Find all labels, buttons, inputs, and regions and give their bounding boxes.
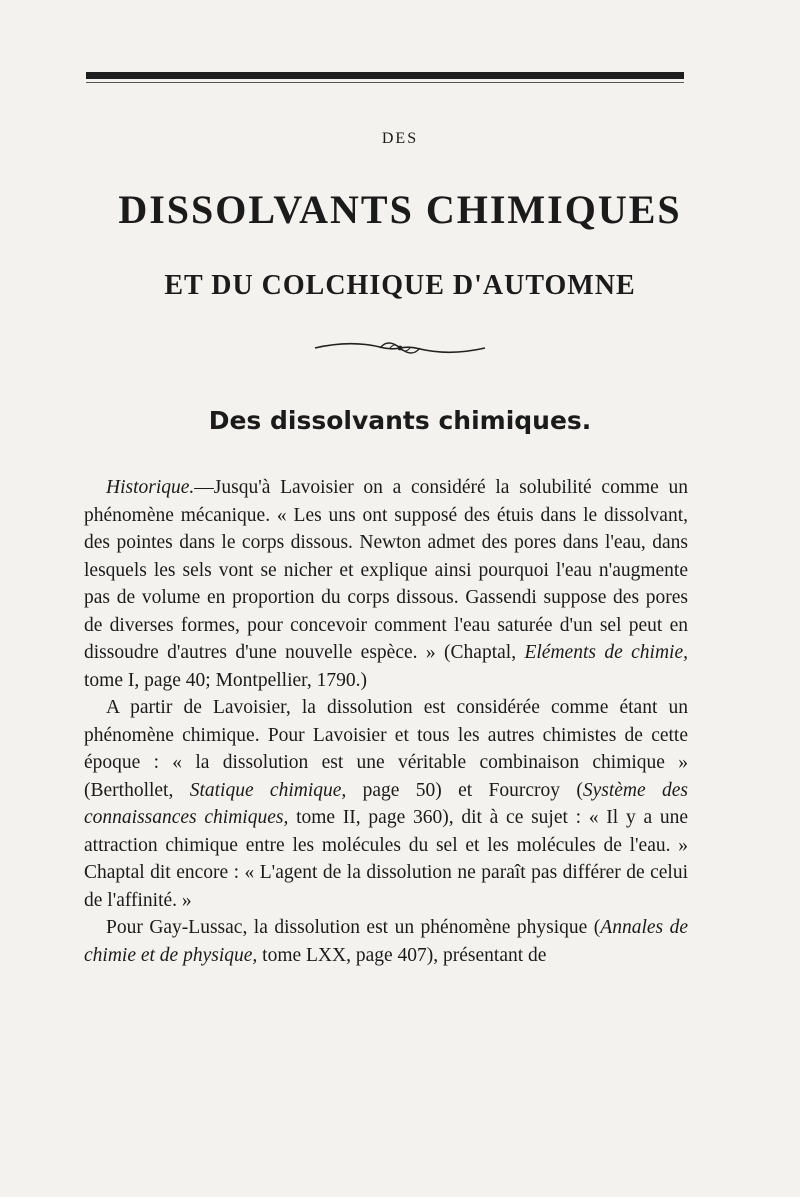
top-rule bbox=[86, 72, 684, 79]
title-overline: DES bbox=[381, 130, 419, 147]
paragraph-text: tome II, page 360), dit à ce sujet : « Il y a une attraction chimique entre les molécules du sel et les molécules de l'eau. » Chaptal dit encore : « L'agent de la dissolution ne paraît pas différer de celui de l'affinité. » bbox=[84, 807, 688, 911]
flourish-icon bbox=[310, 336, 490, 360]
page-subtitle: ET DU COLCHIQUE D'AUTOMNE bbox=[164, 270, 636, 301]
paragraph-text: page 50) et Fourcroy ( bbox=[346, 779, 583, 801]
work-title: Statique chimique, bbox=[189, 779, 347, 801]
paragraph-text: A partir de Lavoisier, la dissolution est considérée comme étant un phénomène chimique. Pour Lavoisier et tous les autres chimistes de cette époque : « la dissolution est une véritable combinaison chimique » (Berthollet, bbox=[84, 697, 688, 801]
paragraph-text: —Jusqu'à Lavoisier on a considéré la solubilité comme un phénomène mécanique. « Les uns ont supposé des étuis dans le dissolvant, des pointes dans le corps dissous. Newton admet des pores dans l'eau, dans lesquels les sels vont se nicher et explique ainsi pourquoi l'eau n'augmente pas de volume en proportion du corps dissous. Gassendi suppose des pores de diverses formes, pour concevoir comment l'eau saturée d'un sel peut en dissoudre d'autres d'une nouvelle espèce. » (Chaptal, bbox=[84, 477, 688, 663]
work-title: Eléments de chimie, bbox=[524, 642, 688, 663]
ornament-divider bbox=[0, 336, 800, 360]
paragraph-gay-lussac bbox=[84, 914, 688, 969]
paragraph-lavoisier bbox=[84, 694, 688, 914]
work-title: Annales de chimie et de physique, bbox=[84, 917, 689, 966]
paragraph-text: tome I, page 40; Montpellier, 1790.) bbox=[84, 669, 367, 691]
paragraph-historique bbox=[84, 474, 688, 694]
work-title: Système des connaissances chimiques, bbox=[84, 779, 688, 828]
page-title: DISSOLVANTS CHIMIQUES bbox=[118, 187, 682, 232]
paragraph-term: Historique. bbox=[106, 477, 195, 498]
section-heading: Des dissolvants chimiques. bbox=[208, 406, 592, 435]
paragraph-text: tome LXX, page 407), présentant de bbox=[257, 944, 547, 966]
paragraph-text: Pour Gay-Lussac, la dissolution est un phénomène physique ( bbox=[106, 917, 601, 938]
body-text bbox=[84, 474, 688, 969]
top-rule-thin bbox=[86, 82, 684, 83]
